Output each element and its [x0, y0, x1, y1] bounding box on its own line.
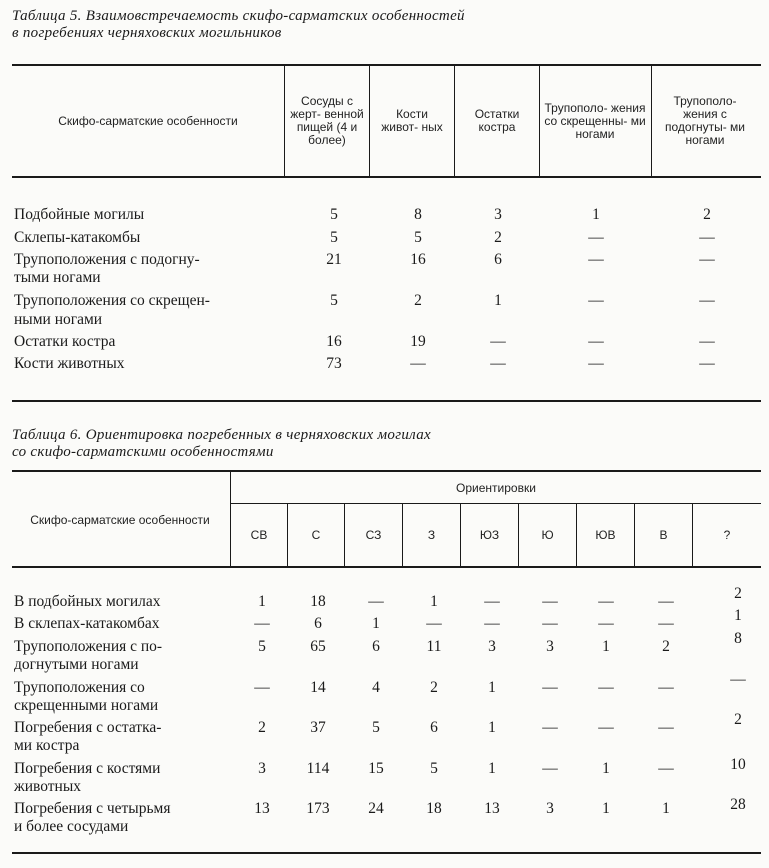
table6-row-label-cont: скрещенными ногами	[14, 697, 159, 714]
table6-cell: 24	[368, 800, 384, 817]
table6-cell: —	[542, 760, 558, 777]
table6-cell: 5	[430, 760, 438, 777]
table6-cell: 2	[734, 711, 742, 728]
table6-cell: —	[254, 615, 270, 632]
table6-row-label-cont: и более сосудами	[14, 818, 129, 835]
table6-cell: 2	[734, 585, 742, 602]
table6-header-direction: СВ	[250, 527, 268, 542]
table6-cell: 6	[314, 615, 322, 632]
table6-cell: —	[658, 679, 674, 696]
table5-row-label: Кости животных	[14, 355, 125, 372]
table6-cell: 6	[430, 719, 438, 736]
table6-cell: 1	[662, 800, 670, 817]
table6-header-direction: З	[427, 527, 436, 542]
table6-cell: 4	[372, 679, 380, 696]
table6-cell: 114	[306, 760, 330, 777]
table6-caption-line1: Таблица 6. Ориентировка погребенных в черняховских могилах	[12, 427, 431, 443]
table6-cell: —	[426, 615, 442, 632]
table6-cell: 3	[546, 800, 554, 817]
table6-cell: 3	[546, 638, 554, 655]
table6-header-direction: Ю	[541, 527, 554, 542]
table5-header-feature: Скифо-сарматские особенности	[58, 113, 238, 128]
table6-header-direction: ЮЗ	[479, 527, 500, 542]
table6-cell: 3	[488, 638, 496, 655]
table6-row-label-cont: ми костра	[14, 737, 80, 754]
table6-cell: 1	[488, 719, 496, 736]
table6-cell: 18	[310, 593, 326, 610]
table6-cell: 15	[368, 760, 384, 777]
table6-cell: 2	[258, 719, 266, 736]
table6-cell: —	[658, 760, 674, 777]
table6-cell: —	[542, 719, 558, 736]
table5-cell: 2	[494, 229, 502, 246]
table5-cell: —	[588, 333, 604, 350]
table5-caption	[12, 8, 465, 42]
table5-row-label: Трупоположения с подогну-	[14, 251, 200, 268]
table6-top-rule	[12, 470, 761, 472]
table6-header-rule	[12, 566, 761, 568]
table6-cell: —	[484, 593, 500, 610]
table6-cell: 1	[372, 615, 380, 632]
table5-cell: 2	[414, 292, 422, 309]
table5-caption-line2: в погребениях черняховских могильников	[12, 25, 282, 41]
table6-cell: —	[254, 679, 270, 696]
table5-header-fire: Остатки костра	[474, 107, 520, 134]
table5-cell: —	[588, 229, 604, 246]
table5-cell: 5	[330, 292, 338, 309]
table5-header-bones: Кости живот- ных	[381, 107, 443, 134]
table5-cell: 1	[494, 292, 502, 309]
table6-cell: 28	[730, 796, 746, 813]
table5-col-divider	[651, 66, 652, 176]
table5-header-bent: Трупополо- жения с подогнуты- ми ногами	[665, 94, 745, 147]
table5-cell: 8	[414, 206, 422, 223]
table6-cell: 1	[602, 638, 610, 655]
table6-bottom-rule	[12, 852, 761, 854]
table5-row-label: Подбойные могилы	[14, 206, 145, 223]
table6-cell: —	[542, 679, 558, 696]
table6-cell: 3	[258, 760, 266, 777]
table6-row-label: Трупоположения со	[14, 679, 145, 696]
table6-cell: 8	[734, 630, 742, 647]
table6-cell: 2	[430, 679, 438, 696]
table6-header-direction: С	[311, 527, 321, 542]
table5-header-crossed: Трупополо- жения со скрещенны- ми ногами	[544, 100, 646, 141]
table6-cell: 11	[426, 638, 442, 655]
table5-row-label: Остатки костра	[14, 333, 116, 350]
table5-cell: —	[699, 229, 715, 246]
table5-cell: 5	[414, 229, 422, 246]
table5-cell: —	[588, 251, 604, 268]
table5-cell: —	[588, 292, 604, 309]
table6-cell: 1	[602, 760, 610, 777]
table6-cell: —	[598, 615, 614, 632]
table6-cell: 2	[662, 638, 670, 655]
table5-cell: 3	[494, 206, 502, 223]
table6-row-label: В подбойных могилах	[14, 593, 161, 610]
table5-cell: 19	[410, 333, 426, 350]
table6-cell: 1	[258, 593, 266, 610]
table5-col-divider	[539, 66, 540, 176]
table5-cell: 16	[410, 251, 426, 268]
table6-row-label: Погребения с остатка-	[14, 719, 162, 736]
table6-cell: —	[542, 615, 558, 632]
table6-cell: 18	[426, 800, 442, 817]
table6-row-label: Погребения с четырьмя	[14, 800, 171, 817]
table5-cell: 5	[330, 206, 338, 223]
table6-cell: —	[598, 719, 614, 736]
table5-col-divider	[454, 66, 455, 176]
table5-cell: —	[699, 333, 715, 350]
table6-cell: 10	[730, 756, 746, 773]
table6-row-label: Погребения с костями	[14, 760, 161, 777]
table5-bottom-rule	[12, 400, 761, 402]
table6-row-label-cont: животных	[14, 778, 81, 795]
table6-row-label: Трупоположения с по-	[14, 638, 163, 655]
table5-cell: 21	[326, 251, 342, 268]
table6-cell: —	[368, 593, 384, 610]
table5-cell: 5	[330, 229, 338, 246]
table6-cell: 1	[488, 760, 496, 777]
table6-row-label-cont: догнутыми ногами	[14, 656, 139, 673]
table5-cell: 1	[592, 206, 600, 223]
table5-header-vessels: Сосуды с жерт- венной пищей (4 и более)	[290, 94, 364, 147]
table6-cell: 5	[372, 719, 380, 736]
table5-cell: —	[699, 355, 715, 372]
table5-row-label: Склепы-катакомбы	[14, 229, 141, 246]
table6-cell: —	[598, 593, 614, 610]
table6-cell: 1	[488, 679, 496, 696]
table5-cell: —	[490, 355, 506, 372]
table5-cell: 73	[326, 355, 342, 372]
table5-row-label-cont: тыми ногами	[14, 269, 101, 286]
table6-cell: 14	[310, 679, 326, 696]
table6-cell: 37	[310, 719, 326, 736]
table6-cell: 13	[484, 800, 500, 817]
table5-cell: 16	[326, 333, 342, 350]
table5-cell: 6	[494, 251, 502, 268]
table5-col-divider	[284, 66, 285, 176]
table5-cell: —	[588, 355, 604, 372]
table6-header-feature: Скифо-сарматские особенности	[30, 512, 210, 527]
table6-row-label: В склепах-катакомбах	[14, 615, 160, 632]
table5-row-label: Трупоположения со скрещен-	[14, 292, 210, 309]
table6-cell: 1	[734, 607, 742, 624]
table6-header-group: Ориентировки	[456, 480, 536, 495]
table6-cell: —	[658, 719, 674, 736]
table5-row-label-cont: ными ногами	[14, 311, 103, 328]
table6-cell: 1	[602, 800, 610, 817]
table6-cell: 173	[306, 800, 330, 817]
table5-cell: —	[699, 251, 715, 268]
table5-cell: —	[699, 292, 715, 309]
table6-header-direction: В	[659, 527, 668, 542]
table6-caption-line2: со скифо-сарматскими особенностями	[12, 444, 274, 460]
table6-cell: —	[658, 615, 674, 632]
table6-cell: 65	[310, 638, 326, 655]
table6-cell: —	[598, 679, 614, 696]
table5-cell: —	[490, 333, 506, 350]
table5-caption-line1: Таблица 5. Взаимовстречаемость скифо-сарматских особенностей	[12, 8, 465, 24]
table6-cell: 1	[430, 593, 438, 610]
table6-cell: 6	[372, 638, 380, 655]
table6-cell: —	[484, 615, 500, 632]
table6-cell: —	[542, 593, 558, 610]
table5-col-divider	[369, 66, 370, 176]
table6-header-direction: ?	[723, 527, 731, 542]
table6-cell: 13	[254, 800, 270, 817]
table6-cell: 5	[258, 638, 266, 655]
table5-cell: —	[410, 355, 426, 372]
table6-cell: —	[730, 671, 746, 688]
table6-header-direction: ЮВ	[595, 527, 616, 542]
table6-cell: —	[658, 593, 674, 610]
table6-caption	[12, 427, 431, 461]
table5-header-rule	[12, 176, 761, 178]
table5-cell: 2	[703, 206, 711, 223]
table6-header-direction: СЗ	[365, 527, 382, 542]
